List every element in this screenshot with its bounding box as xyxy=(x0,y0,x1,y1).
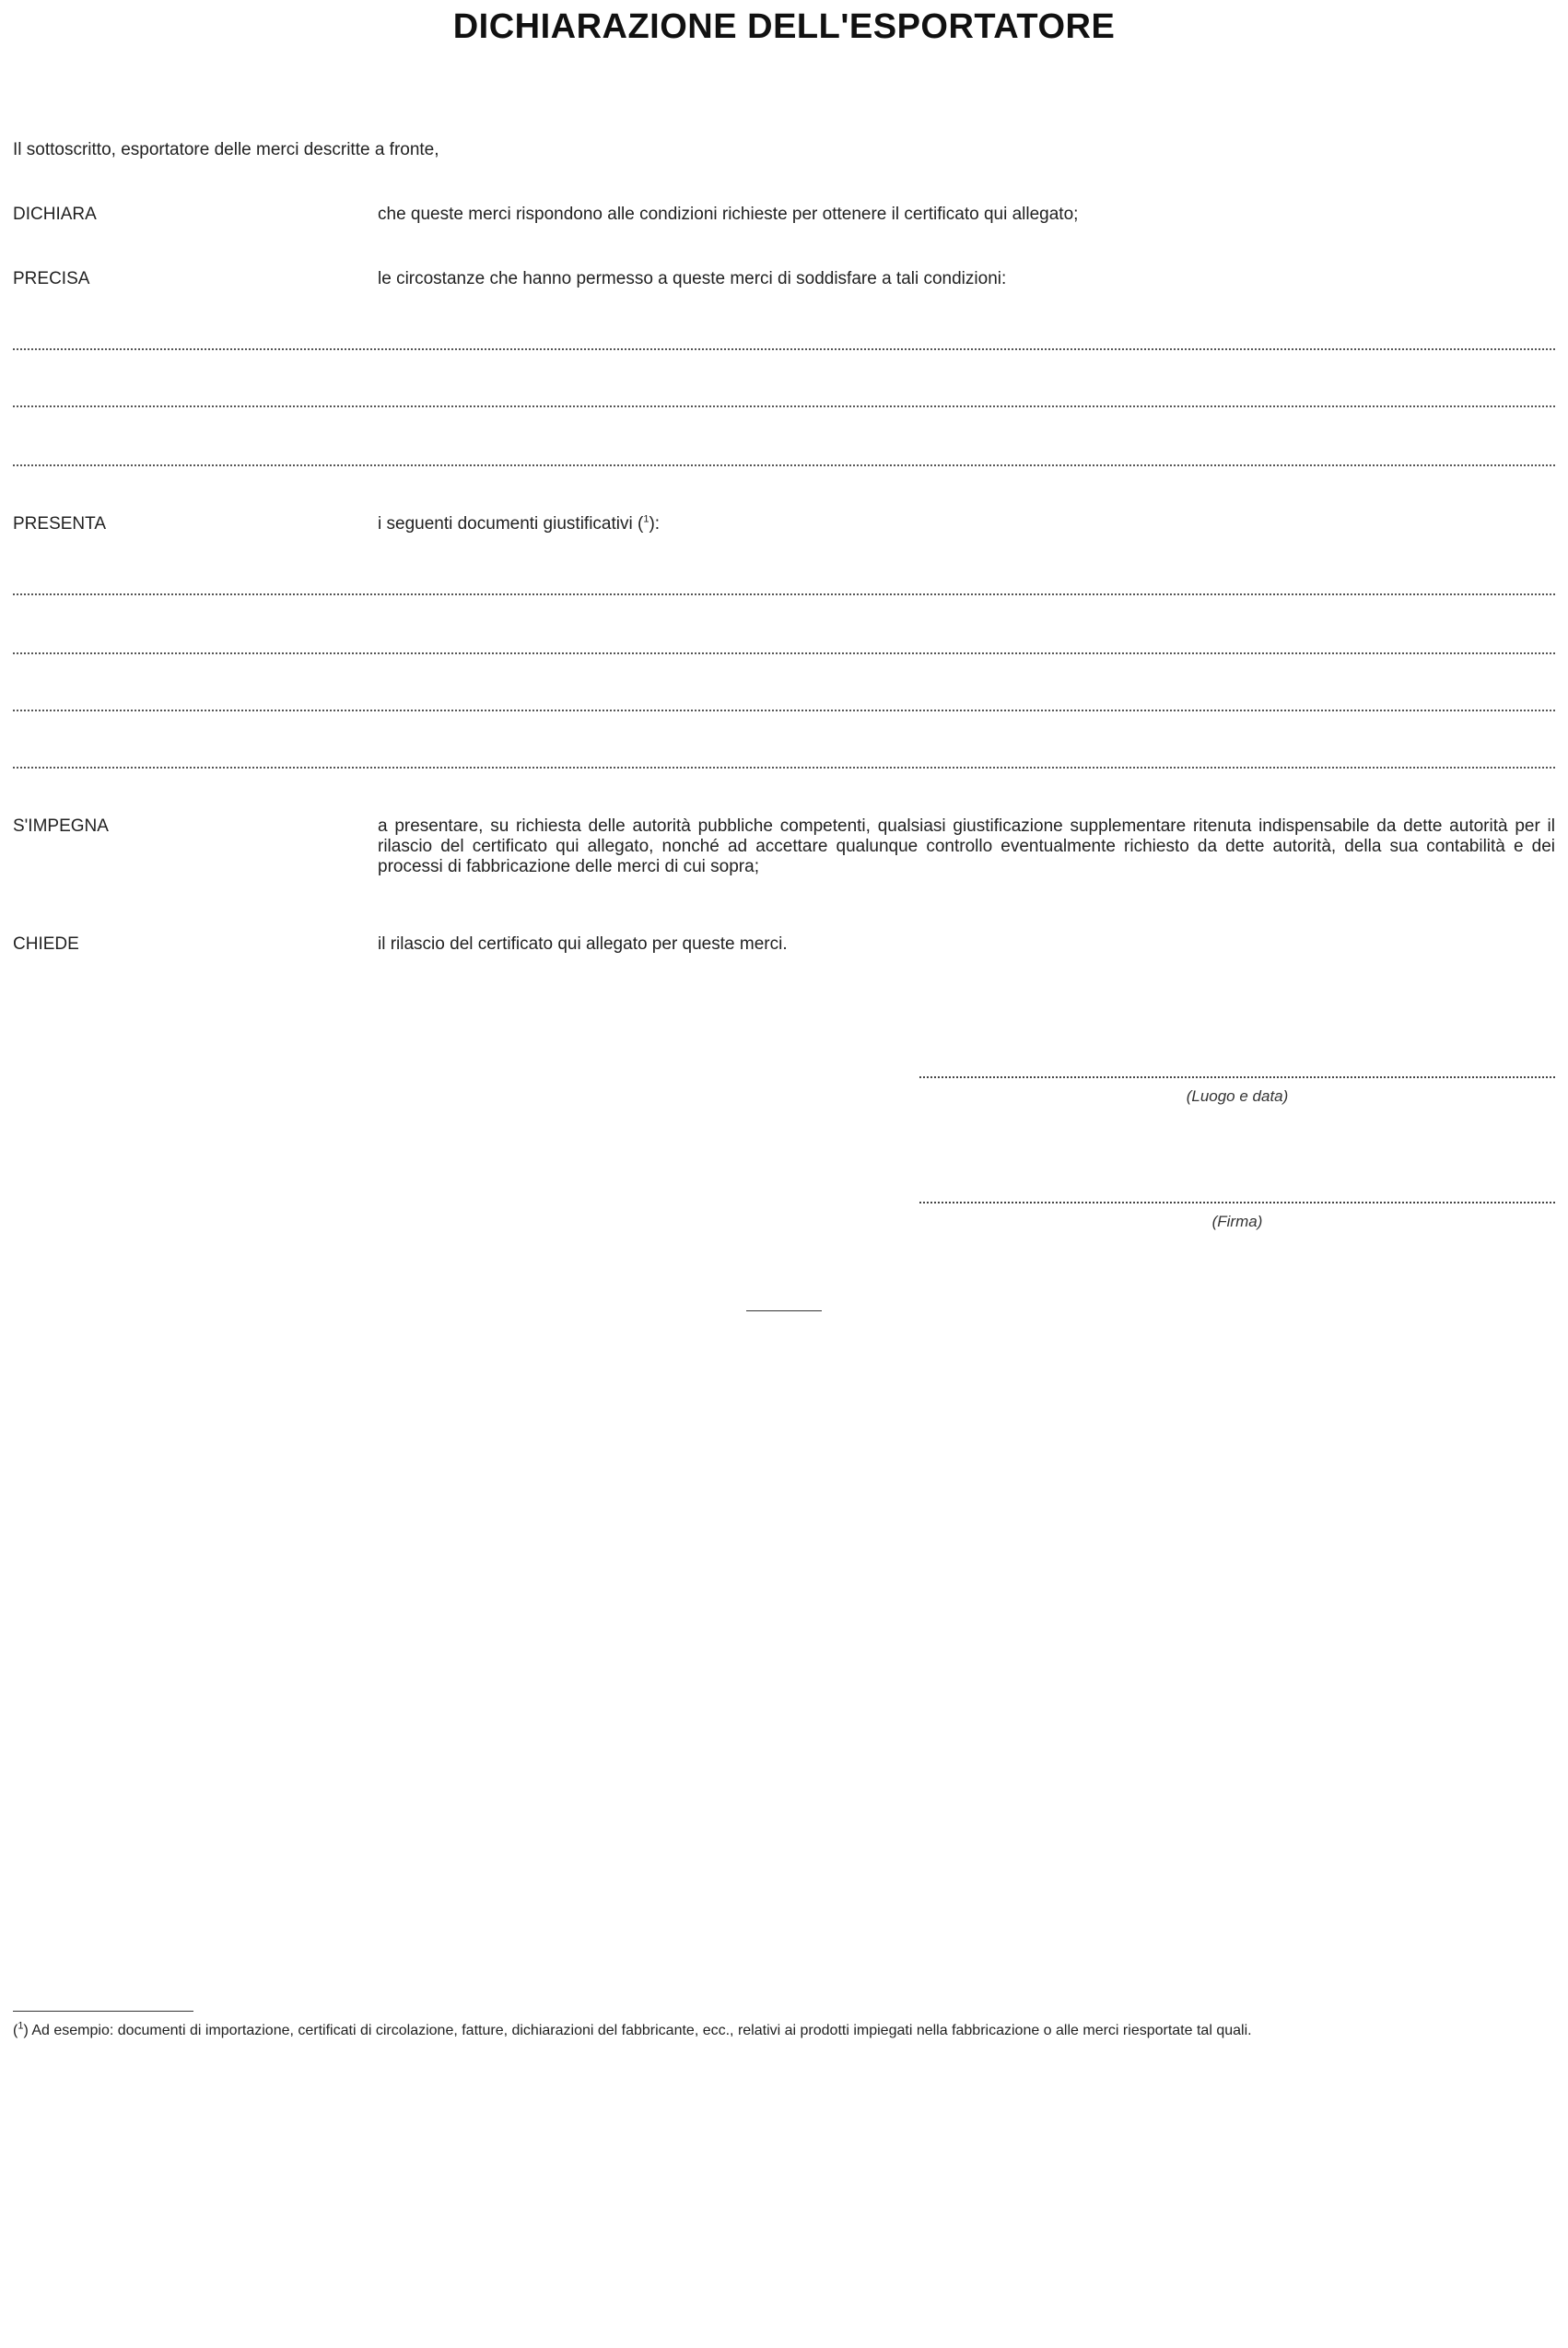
signature-line[interactable] xyxy=(919,1202,1555,1203)
fill-line-presenta-1[interactable] xyxy=(13,593,1555,595)
label-chiede: CHIEDE xyxy=(13,934,79,954)
text-precisa: le circostanze che hanno permesso a queste merci di soddisfare a tali condizioni: xyxy=(378,269,1007,288)
fill-line-precisa-2[interactable] xyxy=(13,405,1555,407)
fill-line-presenta-2[interactable] xyxy=(13,652,1555,654)
label-presenta: PRESENTA xyxy=(13,514,107,534)
footnote-marker-open: ( xyxy=(13,2023,18,2038)
intro-text: Il sottoscritto, esportatore delle merci descritte a fronte, xyxy=(13,140,439,159)
text-dichiara: che queste merci rispondono alle condizioni richieste per ottenere il certificato qui allegato; xyxy=(378,205,1079,224)
label-dichiara: DICHIARA xyxy=(13,205,97,224)
place-date-caption: (Luogo e data) xyxy=(1186,1087,1289,1105)
text-presenta-before: i seguenti documenti giustificativi ( xyxy=(378,514,644,534)
place-date-line[interactable] xyxy=(919,1076,1555,1078)
text-chiede: il rilascio del certificato qui allegato per queste merci. xyxy=(378,934,788,954)
footnote xyxy=(13,2022,1555,2039)
fill-line-precisa-3[interactable] xyxy=(13,464,1555,466)
end-rule xyxy=(746,1310,822,1311)
footnote-ref: 1 xyxy=(643,513,649,525)
footnote-text: Ad esempio: documenti di importazione, certificati di circolazione, fatture, dichiarazioni del fabbricante, ecc., relativi ai prodotti impiegati nella fabbricazione o alle merci riesportate tal quali. xyxy=(31,2023,1252,2038)
fill-line-presenta-3[interactable] xyxy=(13,710,1555,711)
text-presenta xyxy=(378,514,660,534)
label-simpegna: S'IMPEGNA xyxy=(13,816,109,836)
text-simpegna: a presentare, su richiesta delle autorità pubbliche competenti, qualsiasi giustificazione supplementare ritenuta indispensabile da dette autorità per il rilascio del certificato qui allegato, nonché ad accettare qualunque controllo eventualmente richiesto da dette autorità, della sua contabilità e dei processi di fabbricazione delle merci di cui sopra; xyxy=(378,816,1555,876)
fill-line-precisa-1[interactable] xyxy=(13,348,1555,350)
page-title: DICHIARAZIONE DELL'ESPORTATORE xyxy=(452,7,1116,46)
footnote-marker-num: 1 xyxy=(18,2020,24,2032)
footnote-marker-close: ) xyxy=(23,2023,29,2038)
label-precisa: PRECISA xyxy=(13,269,90,288)
text-presenta-after: ): xyxy=(649,514,661,534)
fill-line-presenta-4[interactable] xyxy=(13,767,1555,769)
footnote-rule xyxy=(13,2011,193,2012)
signature-caption: (Firma) xyxy=(1211,1213,1263,1230)
